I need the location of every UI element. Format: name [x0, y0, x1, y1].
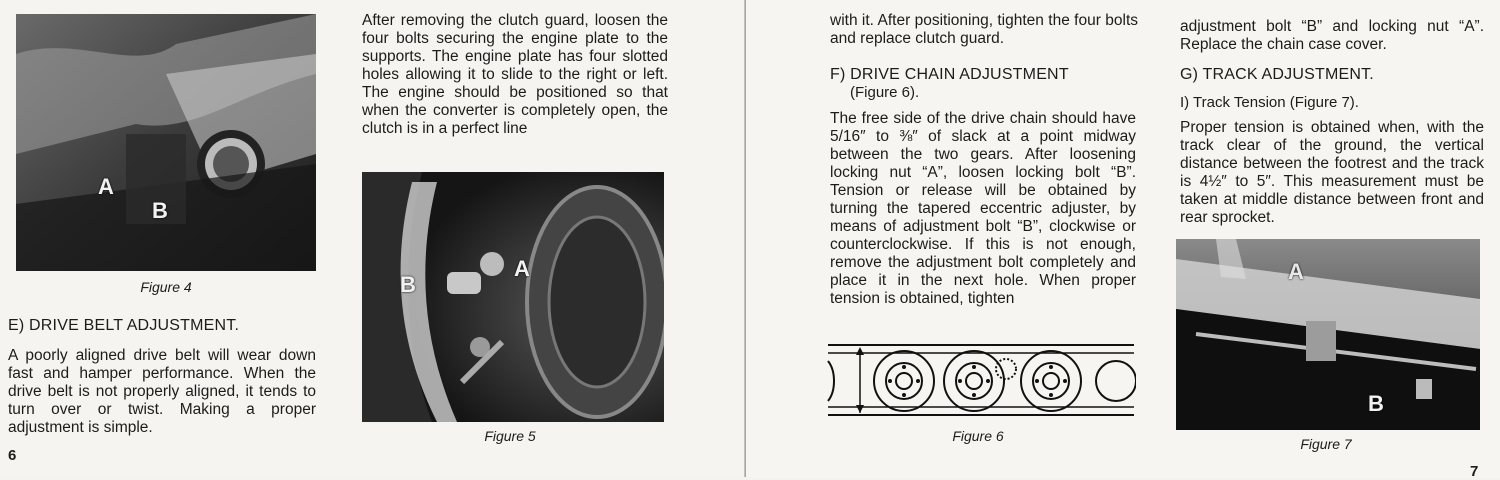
figure-4-label-a: A	[98, 174, 114, 199]
column-2-intro: adjustment bolt “B” and locking nut “A”. Replace the chain case cover.	[1180, 18, 1484, 53]
column-2-text: After removing the clutch guard, loosen the four bolts securing the engine plate to the supports. The engine plate has four slotted holes allowing it to slide to the right or left. The engine should be positioned so that when the converter is completely open, the clutch is in a perfect line	[362, 12, 668, 137]
figure-5-photo	[362, 172, 664, 422]
figure-7-label-b: B	[1368, 391, 1384, 416]
figure-5-label-a: A	[514, 256, 530, 281]
right-page	[746, 0, 1500, 480]
section-f-body: The free side of the drive chain should have 5/16″ to ⅜″ of slack at a point midway between the two gears. After loosening locking nut “A”, loosen locking bolt “B”. Tension or release will be obtained by turning the tapered eccentric adjuster, by means of adjustment bolt “B”, clockwise or counterclockwise. If this is not enough, remove the adjustment bolt completely and place it in the next hole. When proper tension is obtained, tighten	[830, 110, 1136, 307]
section-g-heading: G) TRACK ADJUSTMENT.	[1180, 66, 1374, 83]
column-1-intro: with it. After positioning, tighten the four bolts and replace clutch guard.	[830, 12, 1138, 47]
figure-7-label-a: A	[1288, 259, 1304, 284]
section-e-body: A poorly aligned drive belt will wear down fast and hamper performance. When the drive belt is not properly aligned, it tends to turn over or twist. Making a proper adjustment is simple.	[8, 347, 316, 436]
figure-7-photo	[1176, 239, 1480, 430]
figure-6-diagram	[826, 341, 1136, 421]
left-page	[0, 0, 746, 477]
figure-4-label-b: B	[152, 198, 168, 223]
section-g-subheading: I) Track Tension (Figure 7).	[1180, 94, 1359, 111]
figure-4-photo	[16, 14, 316, 271]
section-f-figure-ref: (Figure 6).	[850, 84, 920, 101]
figure-5-caption: Figure 5	[484, 428, 536, 444]
figure-5-label-b: B	[400, 272, 416, 297]
page-number-left: 6	[8, 447, 17, 464]
figure-4-caption: Figure 4	[140, 279, 192, 295]
figure-7-caption: Figure 7	[1300, 436, 1352, 452]
section-e-heading: E) DRIVE BELT ADJUSTMENT.	[8, 317, 240, 334]
section-f-heading: F) DRIVE CHAIN ADJUSTMENT	[830, 66, 1069, 83]
figure-6-caption: Figure 6	[952, 428, 1004, 444]
page-number-right: 7	[1470, 463, 1479, 480]
section-g-body: Proper tension is obtained when, with the track clear of the ground, the vertical distance between the footrest and the track is 4½″ to 5″. This measurement must be taken at middle distance between front and rear sprocket.	[1180, 119, 1484, 226]
